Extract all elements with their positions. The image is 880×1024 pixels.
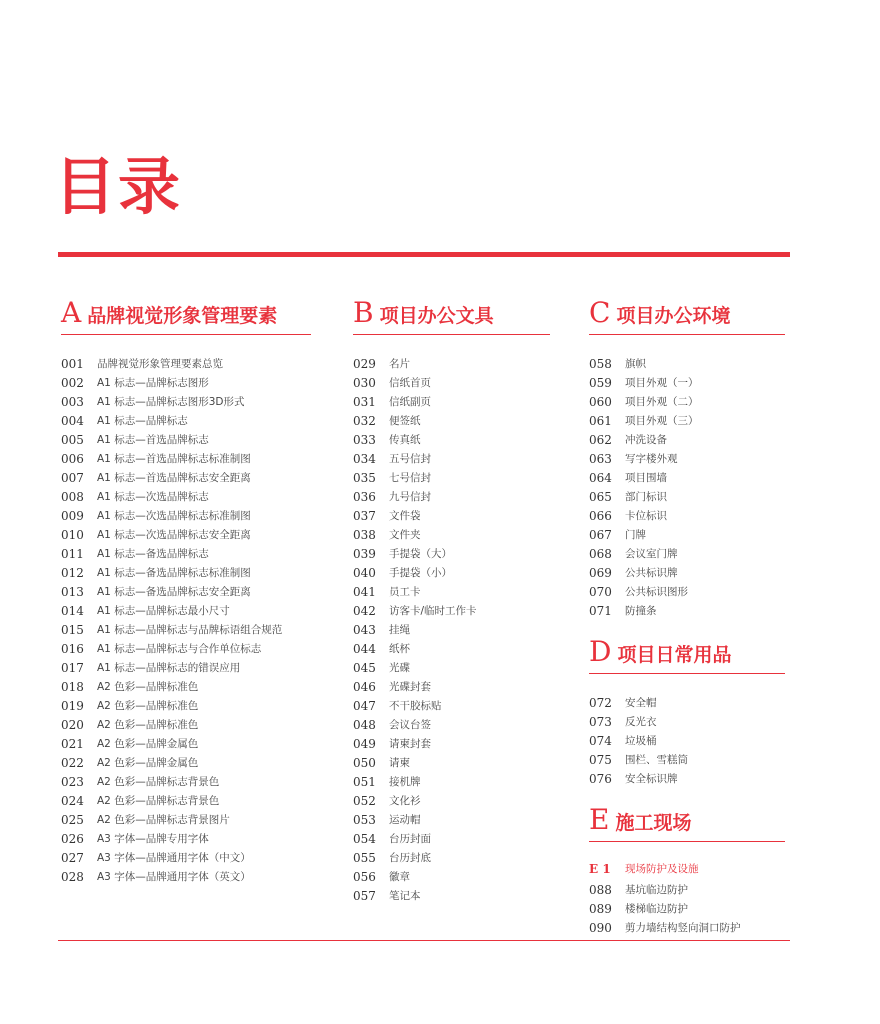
toc-entry [61, 830, 311, 849]
entry-label: 运动帽 [389, 814, 421, 826]
entry-label: A2 色彩—品牌标准色 [97, 681, 199, 693]
page-number: 065 [589, 490, 612, 504]
toc-entry [353, 735, 550, 754]
entry-label: A1 标志—次选品牌标志标准制图 [97, 510, 251, 522]
entry-label: A1 标志—备选品牌标志 [97, 548, 209, 560]
page-number: 055 [353, 851, 376, 865]
toc-entry [61, 355, 311, 374]
column-a [61, 298, 311, 887]
page-number: 056 [353, 870, 376, 884]
entry-label: 项目外观（一） [625, 377, 699, 389]
section-title: 项目日常用品 [617, 644, 732, 666]
entry-label: 公共标识图形 [625, 586, 688, 598]
toc-entry [353, 792, 550, 811]
entry-label: A3 字体—品牌通用字体（中文） [97, 852, 251, 864]
toc-entry [61, 564, 311, 583]
page-number: 022 [61, 756, 84, 770]
entry-label: A1 标志—品牌标志与品牌标语组合规范 [97, 624, 283, 636]
entry-label: 台历封面 [389, 833, 431, 845]
page-number: 062 [589, 433, 612, 447]
toc-entry [589, 450, 785, 469]
page-number: 041 [353, 585, 376, 599]
toc-entry [353, 412, 550, 431]
column-c [589, 298, 785, 938]
page-number: 027 [61, 851, 84, 865]
toc-entry [589, 374, 785, 393]
entry-label: A1 标志—品牌标志最小尺寸 [97, 605, 230, 617]
entry-label: A2 色彩—品牌金属色 [97, 738, 199, 750]
section-c-header [589, 298, 785, 335]
entry-label: 垃圾桶 [625, 735, 657, 747]
page-number: 036 [353, 490, 376, 504]
entry-label: 九号信封 [389, 491, 431, 503]
entry-label: A1 标志—首选品牌标志 [97, 434, 209, 446]
entry-label: A2 色彩—品牌标准色 [97, 719, 199, 731]
entry-label: 接机牌 [389, 776, 421, 788]
toc-entry [353, 583, 550, 602]
entry-label: 手提袋（小） [389, 567, 452, 579]
entry-label: 旗帜 [625, 358, 646, 370]
page-number: 007 [61, 471, 84, 485]
entry-label: A3 字体—品牌专用字体 [97, 833, 209, 845]
entry-label: A2 色彩—品牌标志背景色 [97, 795, 220, 807]
entry-label: 部门标识 [625, 491, 667, 503]
section-b-list [353, 355, 550, 906]
toc-entry [61, 735, 311, 754]
entry-label: A2 色彩—品牌标准色 [97, 700, 199, 712]
section-a-header [61, 298, 311, 335]
toc-entry [589, 732, 785, 751]
page-number: 012 [61, 566, 84, 580]
toc-entry [353, 564, 550, 583]
page-number: 021 [61, 737, 84, 751]
toc-entry [61, 374, 311, 393]
page-number: 067 [589, 528, 612, 542]
entry-label: 七号信封 [389, 472, 431, 484]
entry-label: A2 色彩—品牌标志背景色 [97, 776, 220, 788]
section-e-list [589, 881, 785, 938]
page-number: 074 [589, 734, 612, 748]
entry-label: A1 标志—备选品牌标志标准制图 [97, 567, 251, 579]
toc-entry [353, 773, 550, 792]
entry-label: A2 色彩—品牌金属色 [97, 757, 199, 769]
page-number: 013 [61, 585, 84, 599]
page-number: 002 [61, 376, 84, 390]
page-number: 039 [353, 547, 376, 561]
toc-entry [353, 374, 550, 393]
section-letter: D [589, 635, 612, 668]
section-d-list [589, 694, 785, 789]
toc-entry [61, 545, 311, 564]
toc-entry [61, 716, 311, 735]
page-number: 044 [353, 642, 376, 656]
toc-entry [589, 583, 785, 602]
section-letter: A [61, 296, 82, 329]
column-b [353, 298, 550, 906]
entry-label: 项目围墙 [625, 472, 667, 484]
page-number: 063 [589, 452, 612, 466]
section-c-list [589, 355, 785, 621]
entry-label: 门牌 [625, 529, 646, 541]
page-number: 037 [353, 509, 376, 523]
entry-label: 项目外观（二） [625, 396, 699, 408]
page-number: 011 [61, 547, 84, 561]
bottom-divider [58, 940, 790, 941]
entry-label: 光碟封套 [389, 681, 431, 693]
page-number: 010 [61, 528, 84, 542]
section-letter: E [589, 803, 610, 836]
toc-entry [589, 900, 785, 919]
entry-label: 安全帽 [625, 697, 657, 709]
page-number: 058 [589, 357, 612, 371]
page-number: 025 [61, 813, 84, 827]
toc-entry [589, 545, 785, 564]
page-number: 068 [589, 547, 612, 561]
toc-entry [353, 355, 550, 374]
page-number: 090 [589, 921, 612, 935]
toc-entry [589, 919, 785, 938]
toc-entry [589, 469, 785, 488]
entry-label: 文件夹 [389, 529, 421, 541]
page-number: 028 [61, 870, 84, 884]
toc-entry [61, 678, 311, 697]
entry-label: 剪力墙结构竖向洞口防护 [625, 922, 741, 934]
entry-label: A1 标志—首选品牌标志安全距离 [97, 472, 251, 484]
toc-entry [353, 697, 550, 716]
toc-entry [353, 469, 550, 488]
entry-label: 员工卡 [389, 586, 421, 598]
toc-entry [353, 431, 550, 450]
toc-entry [589, 526, 785, 545]
subsection-label: 现场防护及设施 [625, 863, 699, 875]
entry-label: 卡位标识 [625, 510, 667, 522]
toc-entry [61, 431, 311, 450]
page-number: 042 [353, 604, 376, 618]
toc-entry [61, 507, 311, 526]
page-number: 020 [61, 718, 84, 732]
entry-label: A1 标志—品牌标志图形 [97, 377, 209, 389]
page-number: 043 [353, 623, 376, 637]
entry-label: 会议台签 [389, 719, 431, 731]
entry-label: 挂绳 [389, 624, 410, 636]
page-number: 070 [589, 585, 612, 599]
toc-entry [353, 488, 550, 507]
toc-entry [61, 602, 311, 621]
entry-label: 徽章 [389, 871, 410, 883]
page-number: 071 [589, 604, 612, 618]
entry-label: A3 字体—品牌通用字体（英文） [97, 871, 251, 883]
page-number: 005 [61, 433, 84, 447]
page-number: 019 [61, 699, 84, 713]
page-number: 015 [61, 623, 84, 637]
subsection-code: E 1 [589, 862, 611, 876]
page-number: 006 [61, 452, 84, 466]
entry-label: 便签纸 [389, 415, 421, 427]
entry-label: 名片 [389, 358, 410, 370]
toc-entry [589, 488, 785, 507]
entry-label: 防撞条 [625, 605, 657, 617]
entry-label: 请柬封套 [389, 738, 431, 750]
page-number: 052 [353, 794, 376, 808]
top-divider [58, 252, 790, 257]
page-number: 004 [61, 414, 84, 428]
page-number: 059 [589, 376, 612, 390]
page-number: 034 [353, 452, 376, 466]
toc-entry [353, 545, 550, 564]
toc-entry [353, 887, 550, 906]
page-number: 014 [61, 604, 84, 618]
entry-label: 光碟 [389, 662, 410, 674]
entry-label: 围栏、雪糕筒 [625, 754, 688, 766]
page-number: 060 [589, 395, 612, 409]
entry-label: 传真纸 [389, 434, 421, 446]
page-number: 008 [61, 490, 84, 504]
entry-label: A1 标志—备选品牌标志安全距离 [97, 586, 251, 598]
page-number: 018 [61, 680, 84, 694]
toc-entry [61, 450, 311, 469]
section-a-list [61, 355, 311, 887]
section-title: 品牌视觉形象管理要素 [87, 305, 278, 327]
page-number: 030 [353, 376, 376, 390]
entry-label: 手提袋（大） [389, 548, 452, 560]
page-number: 069 [589, 566, 612, 580]
page-number: 047 [353, 699, 376, 713]
entry-label: A1 标志—品牌标志 [97, 415, 188, 427]
entry-label: A1 标志—次选品牌标志安全距离 [97, 529, 251, 541]
section-letter: C [589, 296, 611, 329]
entry-label: A1 标志—品牌标志的错误应用 [97, 662, 241, 674]
toc-entry [589, 694, 785, 713]
page-number: 076 [589, 772, 612, 786]
toc-entry [353, 621, 550, 640]
entry-label: 公共标识牌 [625, 567, 678, 579]
page-number: 046 [353, 680, 376, 694]
entry-label: A1 标志—次选品牌标志 [97, 491, 209, 503]
toc-entry [589, 355, 785, 374]
toc-entry [61, 469, 311, 488]
page-number: 032 [353, 414, 376, 428]
page-number: 038 [353, 528, 376, 542]
toc-entry [353, 868, 550, 887]
entry-label: 台历封底 [389, 852, 431, 864]
toc-entry [353, 830, 550, 849]
page-number: 054 [353, 832, 376, 846]
toc-entry [353, 640, 550, 659]
toc-entry [353, 450, 550, 469]
page-number: 029 [353, 357, 376, 371]
page-number: 048 [353, 718, 376, 732]
entry-label: 品牌视觉形象管理要素总览 [97, 358, 223, 370]
entry-label: 五号信封 [389, 453, 431, 465]
page-number: 009 [61, 509, 84, 523]
toc-entry [61, 868, 311, 887]
entry-label: 信纸首页 [389, 377, 431, 389]
toc-entry [61, 583, 311, 602]
entry-label: 请柬 [389, 757, 410, 769]
toc-entry [353, 716, 550, 735]
toc-entry [353, 811, 550, 830]
entry-label: A1 标志—品牌标志图形3D形式 [97, 396, 245, 408]
entry-label: 会议室门牌 [625, 548, 678, 560]
page-number: 053 [353, 813, 376, 827]
toc-entry [589, 881, 785, 900]
page-number: 051 [353, 775, 376, 789]
entry-label: 写字楼外观 [625, 453, 678, 465]
entry-label: 反光衣 [625, 716, 657, 728]
toc-entry [61, 640, 311, 659]
toc-entry [589, 770, 785, 789]
section-e-header [589, 805, 785, 842]
page-number: 024 [61, 794, 84, 808]
toc-entry [589, 393, 785, 412]
page-number: 050 [353, 756, 376, 770]
toc-entry [61, 792, 311, 811]
toc-entry [61, 412, 311, 431]
entry-label: 文化衫 [389, 795, 421, 807]
toc-entry [589, 412, 785, 431]
toc-entry [61, 488, 311, 507]
page-number: 061 [589, 414, 612, 428]
toc-entry [353, 849, 550, 868]
page-number: 073 [589, 715, 612, 729]
page-number: 072 [589, 696, 612, 710]
toc-entry [61, 659, 311, 678]
toc-entry [589, 564, 785, 583]
entry-label: 笔记本 [389, 890, 421, 902]
toc-entry [61, 811, 311, 830]
page-number: 045 [353, 661, 376, 675]
page-number: 003 [61, 395, 84, 409]
entry-label: A1 标志—首选品牌标志标准制图 [97, 453, 251, 465]
toc-entry [61, 697, 311, 716]
toc-entry [589, 713, 785, 732]
toc-entry [353, 678, 550, 697]
toc-entry [353, 602, 550, 621]
entry-label: 楼梯临边防护 [625, 903, 688, 915]
page-title: 目录 [54, 150, 183, 223]
toc-entry [61, 773, 311, 792]
toc-entry [353, 507, 550, 526]
page-number: 017 [61, 661, 84, 675]
toc-entry [61, 849, 311, 868]
page-number: 089 [589, 902, 612, 916]
page-number: 016 [61, 642, 84, 656]
page-number: 066 [589, 509, 612, 523]
section-title: 项目办公文具 [379, 305, 494, 327]
toc-entry [589, 431, 785, 450]
toc-entry [589, 751, 785, 770]
section-title: 施工现场 [615, 812, 692, 834]
entry-label: 冲洗设备 [625, 434, 667, 446]
entry-label: 纸杯 [389, 643, 410, 655]
section-title: 项目办公环境 [616, 305, 731, 327]
toc-entry [353, 526, 550, 545]
entry-label: A1 标志—品牌标志与合作单位标志 [97, 643, 262, 655]
page-number: 088 [589, 883, 612, 897]
page-number: 035 [353, 471, 376, 485]
entry-label: 信纸副页 [389, 396, 431, 408]
page-number: 075 [589, 753, 612, 767]
page-number: 049 [353, 737, 376, 751]
section-b-header [353, 298, 550, 335]
toc-entry [61, 621, 311, 640]
page-number: 033 [353, 433, 376, 447]
entry-label: 文件袋 [389, 510, 421, 522]
toc-entry [61, 754, 311, 773]
toc-entry [353, 754, 550, 773]
subsection-e1 [589, 860, 785, 879]
page-number: 064 [589, 471, 612, 485]
entry-label: A2 色彩—品牌标志背景图片 [97, 814, 230, 826]
toc-entry [61, 526, 311, 545]
page-number: 040 [353, 566, 376, 580]
page-number: 023 [61, 775, 84, 789]
page-number: 031 [353, 395, 376, 409]
toc-entry [353, 393, 550, 412]
section-letter: B [353, 296, 374, 329]
entry-label: 安全标识牌 [625, 773, 678, 785]
toc-entry [589, 602, 785, 621]
entry-label: 基坑临边防护 [625, 884, 688, 896]
entry-label: 项目外观（三） [625, 415, 699, 427]
toc-entry [589, 507, 785, 526]
section-d-header [589, 637, 785, 674]
toc-entry [353, 659, 550, 678]
page-number: 001 [61, 357, 84, 371]
page-number: 057 [353, 889, 376, 903]
entry-label: 不干胶标贴 [389, 700, 442, 712]
page-number: 026 [61, 832, 84, 846]
entry-label: 访客卡/临时工作卡 [389, 605, 477, 617]
toc-entry [61, 393, 311, 412]
